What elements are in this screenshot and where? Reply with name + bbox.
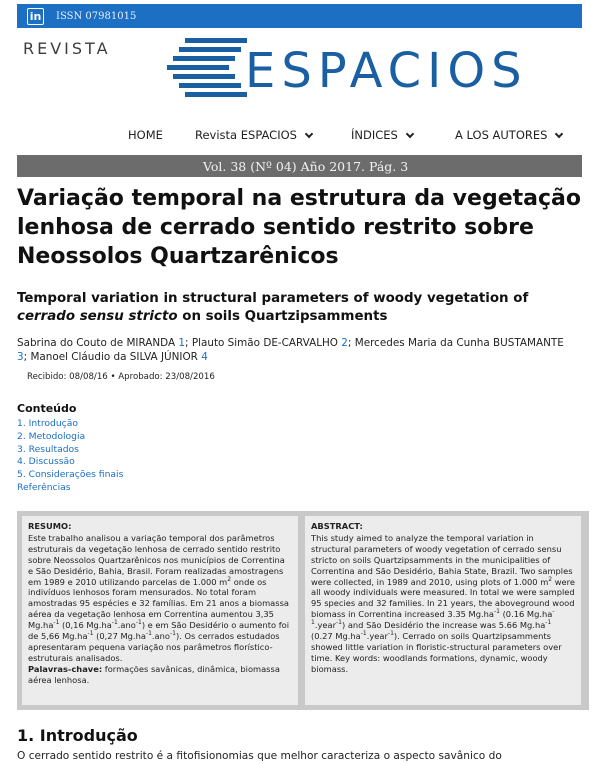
abstract-panel (305, 516, 581, 705)
author-name: Plauto Simão DE-CARVALHO (191, 337, 338, 349)
nav-revista-label: Revista ESPACIOS (195, 128, 297, 142)
nav-autores-label: A LOS AUTORES (455, 128, 548, 142)
subtitle-part: Temporal variation in structural parameters of woody vegetation of (17, 291, 529, 306)
chevron-down-icon (305, 129, 313, 137)
author-separator: ; (347, 337, 355, 349)
resumo-text: Este trabalho analisou a variação temporal dos parâmetros estruturais da vegetação lenhosa de cerrado sentido restrito sobre Neossolos Quartzarênicos nos municípios de Correntina e São Desidério, Bahia, Brasil. Foram realizadas amostragens em 1989 e 2010 utilizando parcelas de 1.000 $m^2$ onde os indivíduos lenhosos foram mensurados. No total foram amostradas 95 espécies e 32 famílias. Em 21 anos a biomassa aérea da vegetação lenhosa em Correntina aumentou 3,35 $Mg.ha^{-1}$ (0,16 $Mg.ha^{-1}.ano^{-1}$) e em São Desidério o aumento foi de 5,66 $Mg.ha^{-1}$ (0,27 $Mg.ha^{-1}.ano^{-1}$). Os cerrados estudados apresentaram pequena variação nos parâmetros florístico-estruturais analisados. (28, 532, 290, 663)
received-approved-dates: Recibido: 08/08/16 • Aprobado: 23/08/2016 (27, 372, 215, 382)
intro-paragraph: O cerrado sentido restrito é a fitofisionomias que melhor caracteriza o aspecto savânico do (17, 750, 502, 762)
nav-a-los-autores[interactable] (455, 128, 562, 142)
top-bar (17, 4, 582, 28)
table-of-contents (17, 402, 317, 495)
chevron-down-icon (406, 129, 414, 137)
author-name: Mercedes Maria da Cunha BUSTAMANTE (354, 337, 564, 349)
toc-link-referencias[interactable]: Referências (17, 481, 71, 493)
issn-label: ISSN 07981015 (56, 10, 137, 22)
chevron-down-icon (555, 129, 563, 137)
article-title: Variação temporal na estrutura da vegetação lenhosa de cerrado sentido restrito sobre Neossolos Quartzarênicos (17, 186, 581, 269)
linkedin-icon[interactable]: in (27, 8, 44, 25)
subtitle-part: on soils Quartzipsamments (177, 309, 388, 324)
resumo-panel (22, 516, 298, 705)
author-name: Sabrina do Couto de MIRANDA (17, 337, 176, 349)
logo-revista-text: REVISTA (23, 39, 111, 58)
nav-indices-label: ÍNDICES (351, 128, 398, 142)
author-affiliation-link[interactable]: 2 (341, 337, 348, 349)
main-nav (17, 118, 582, 150)
toc-link-resultados[interactable]: 3. Resultados (17, 443, 79, 455)
abstract-box (17, 511, 589, 710)
toc-title: Conteúdo (17, 402, 77, 415)
abstract-heading: ABSTRACT: (311, 521, 363, 531)
abstract-text: This study aimed to analyze the temporal variation in structural parameters of woody vegetation of cerrado sensu stricto on soils Quartzipsamments in the municipalities of Correntina and São Desidério, Bahia State, Brazil. Two samples were collected, in 1989 and 2010, using plots of 1.000 $m^2$ were all woody individuals were measured. In total we were sampled 95 species and 32 families. In 21 years, the aboveground wood biomass in Correntina increased 3.35 $Mg.ha^{-1}$ (0.16 $Mg.ha^{-1}.year^{-1}$) and São Desidério the increase was 5.66 $Mg.ha^{-1}$ (0.27 $Mg.ha^{-1}.year^{-1}$). Cerrado on soils Quartzipsamments showed little variation in floristic-structural parameters over time. Key words: woodlands formations, dynamic, woody biomass. (311, 532, 575, 674)
author-affiliation-link[interactable]: 1 (178, 337, 186, 349)
author-separator: ; (23, 351, 31, 363)
author-separator: ; (185, 337, 192, 349)
nav-home[interactable] (128, 128, 163, 142)
espacios-logo[interactable] (17, 36, 582, 106)
toc-link-introducao[interactable]: 1. Introdução (17, 418, 78, 429)
author-name: Manoel Cláudio da SILVA JÚNIOR (30, 351, 198, 363)
nav-indices[interactable] (351, 128, 413, 142)
author-affiliation-link[interactable]: 4 (201, 351, 208, 363)
resumo-heading: RESUMO: (28, 521, 72, 531)
toc-link-discussao[interactable]: 4. Discussão (17, 456, 75, 468)
nav-revista-espacios[interactable] (195, 128, 312, 142)
section-heading-introducao: 1. Introdução (17, 726, 138, 745)
authors-line (17, 336, 577, 364)
resumo-keywords: Palavras-chave: formações savânicas, dinâmica, biomassa aérea lenhosa. (28, 663, 280, 685)
volume-bar (17, 155, 582, 177)
toc-link-metodologia[interactable]: 2. Metodologia (17, 430, 86, 442)
logo-espacios-text: ESPACIOS (245, 43, 528, 99)
toc-link-consideracoes[interactable]: 5. Considerações finais (17, 469, 124, 481)
subtitle-italic: cerrado sensu stricto (17, 309, 178, 324)
author-affiliation-link[interactable]: 3 (17, 351, 24, 363)
logo-stripes-icon (165, 36, 255, 106)
article-subtitle (17, 290, 577, 326)
nav-home-label: HOME (128, 128, 163, 142)
volume-label: Vol. 38 (Nº 04) Año 2017. Pág. 3 (203, 158, 409, 174)
